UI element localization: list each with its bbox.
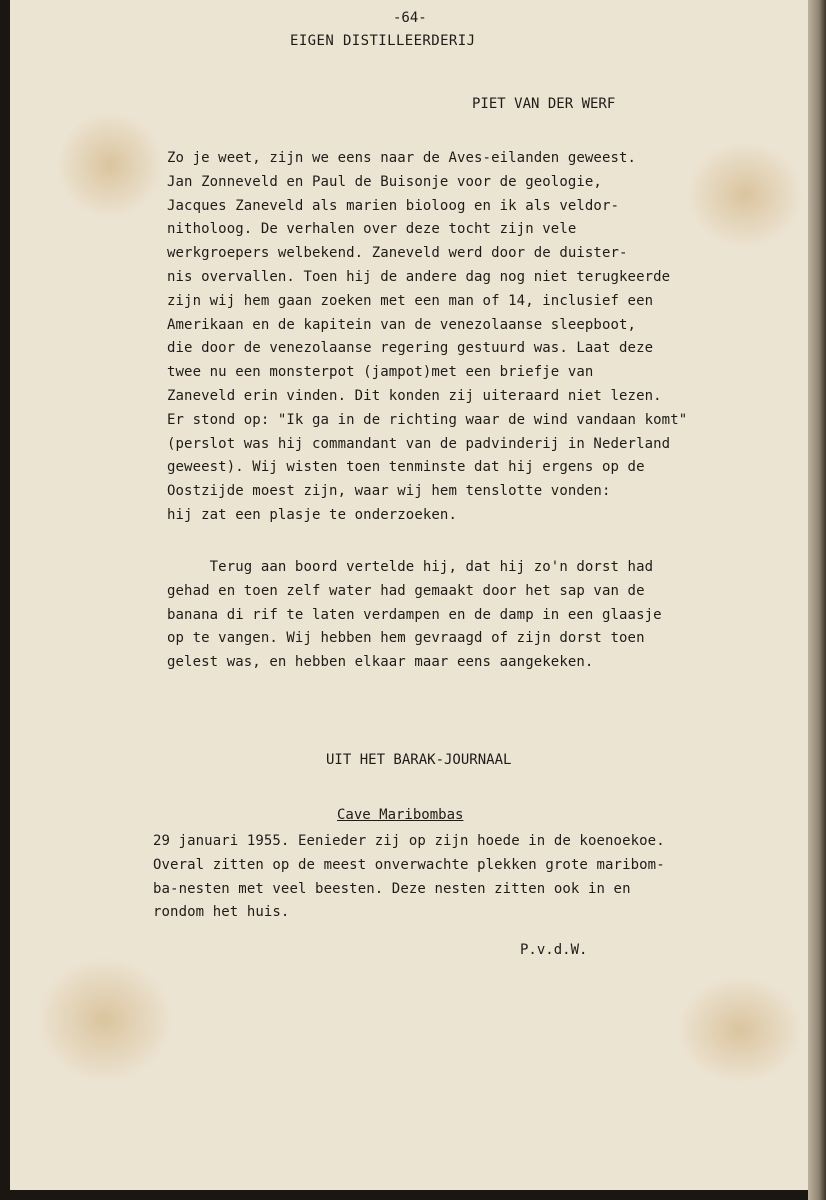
text-line: Jacques Zaneveld als marien bioloog en ik als veldor- <box>167 197 620 214</box>
book-gutter <box>808 0 826 1200</box>
text-line: gelest was, en hebben elkaar maar eens aangekeken. <box>167 654 594 671</box>
text-line: nitholoog. De verhalen over deze tocht zijn vele <box>167 221 577 238</box>
text-line: geweest). Wij wisten toen tenminste dat hij ergens op de <box>167 459 645 476</box>
document-page <box>10 0 808 1190</box>
text-line: hij zat een plasje te onderzoeken. <box>167 506 457 523</box>
signature: P.v.d.W. <box>520 942 588 958</box>
article-author: PIET VAN DER WERF <box>472 96 616 112</box>
text-line: Er stond op: "Ik ga in de richting waar de wind vandaan komt" <box>167 411 688 428</box>
text-line: op te vangen. Wij hebben hem gevraagd of zijn dorst toen <box>167 630 645 647</box>
text-line: Jan Zonneveld en Paul de Buisonje voor de geologie, <box>167 173 602 190</box>
article-body-paragraph-1 <box>167 147 687 528</box>
text-line: ba-nesten met veel beesten. Deze nesten zitten ook in en <box>153 880 631 897</box>
text-line: (perslot was hij commandant van de padvinderij in Nederland <box>167 435 671 452</box>
journal-entry-body <box>153 830 665 925</box>
text-line: Oostzijde moest zijn, waar wij hem tenslotte vonden: <box>167 483 611 500</box>
text-line: nis overvallen. Toen hij de andere dag nog niet terugkeerde <box>167 268 671 285</box>
text-line: Overal zitten op de meest onverwachte plekken grote maribom- <box>153 856 665 873</box>
section-title: UIT HET BARAK-JOURNAAL <box>326 752 512 768</box>
text-line: Zaneveld erin vinden. Dit konden zij uiteraard niet lezen. <box>167 387 662 404</box>
article-body-paragraph-2 <box>167 556 662 675</box>
text-line: twee nu een monsterpot (jampot)met een briefje van <box>167 364 594 381</box>
text-line: 29 januari 1955. Eenieder zij op zijn hoede in de koenoekoe. <box>153 833 665 849</box>
text-line: werkgroepers welbekend. Zaneveld werd door de duister- <box>167 245 628 262</box>
page-title: EIGEN DISTILLEERDERIJ <box>290 33 476 49</box>
text-line: Amerikaan en de kapitein van de venezolaanse sleepboot, <box>167 316 637 333</box>
text-line: banana di rif te laten verdampen en de damp in een glaasje <box>167 606 662 623</box>
text-line: die door de venezolaanse regering gestuurd was. Laat deze <box>167 340 654 357</box>
text-line: gehad en toen zelf water had gemaakt door het sap van de <box>167 582 645 599</box>
text-line: Terug aan boord vertelde hij, dat hij zo'n dorst had <box>167 559 654 575</box>
text-line: zijn wij hem gaan zoeken met een man of 14, inclusief een <box>167 292 654 309</box>
text-line: Zo je weet, zijn we eens naar de Aves-eilanden geweest. <box>167 150 637 166</box>
page-number: -64- <box>393 10 427 26</box>
text-line: rondom het huis. <box>153 904 290 921</box>
section-subtitle: Cave Maribombas <box>337 807 464 823</box>
